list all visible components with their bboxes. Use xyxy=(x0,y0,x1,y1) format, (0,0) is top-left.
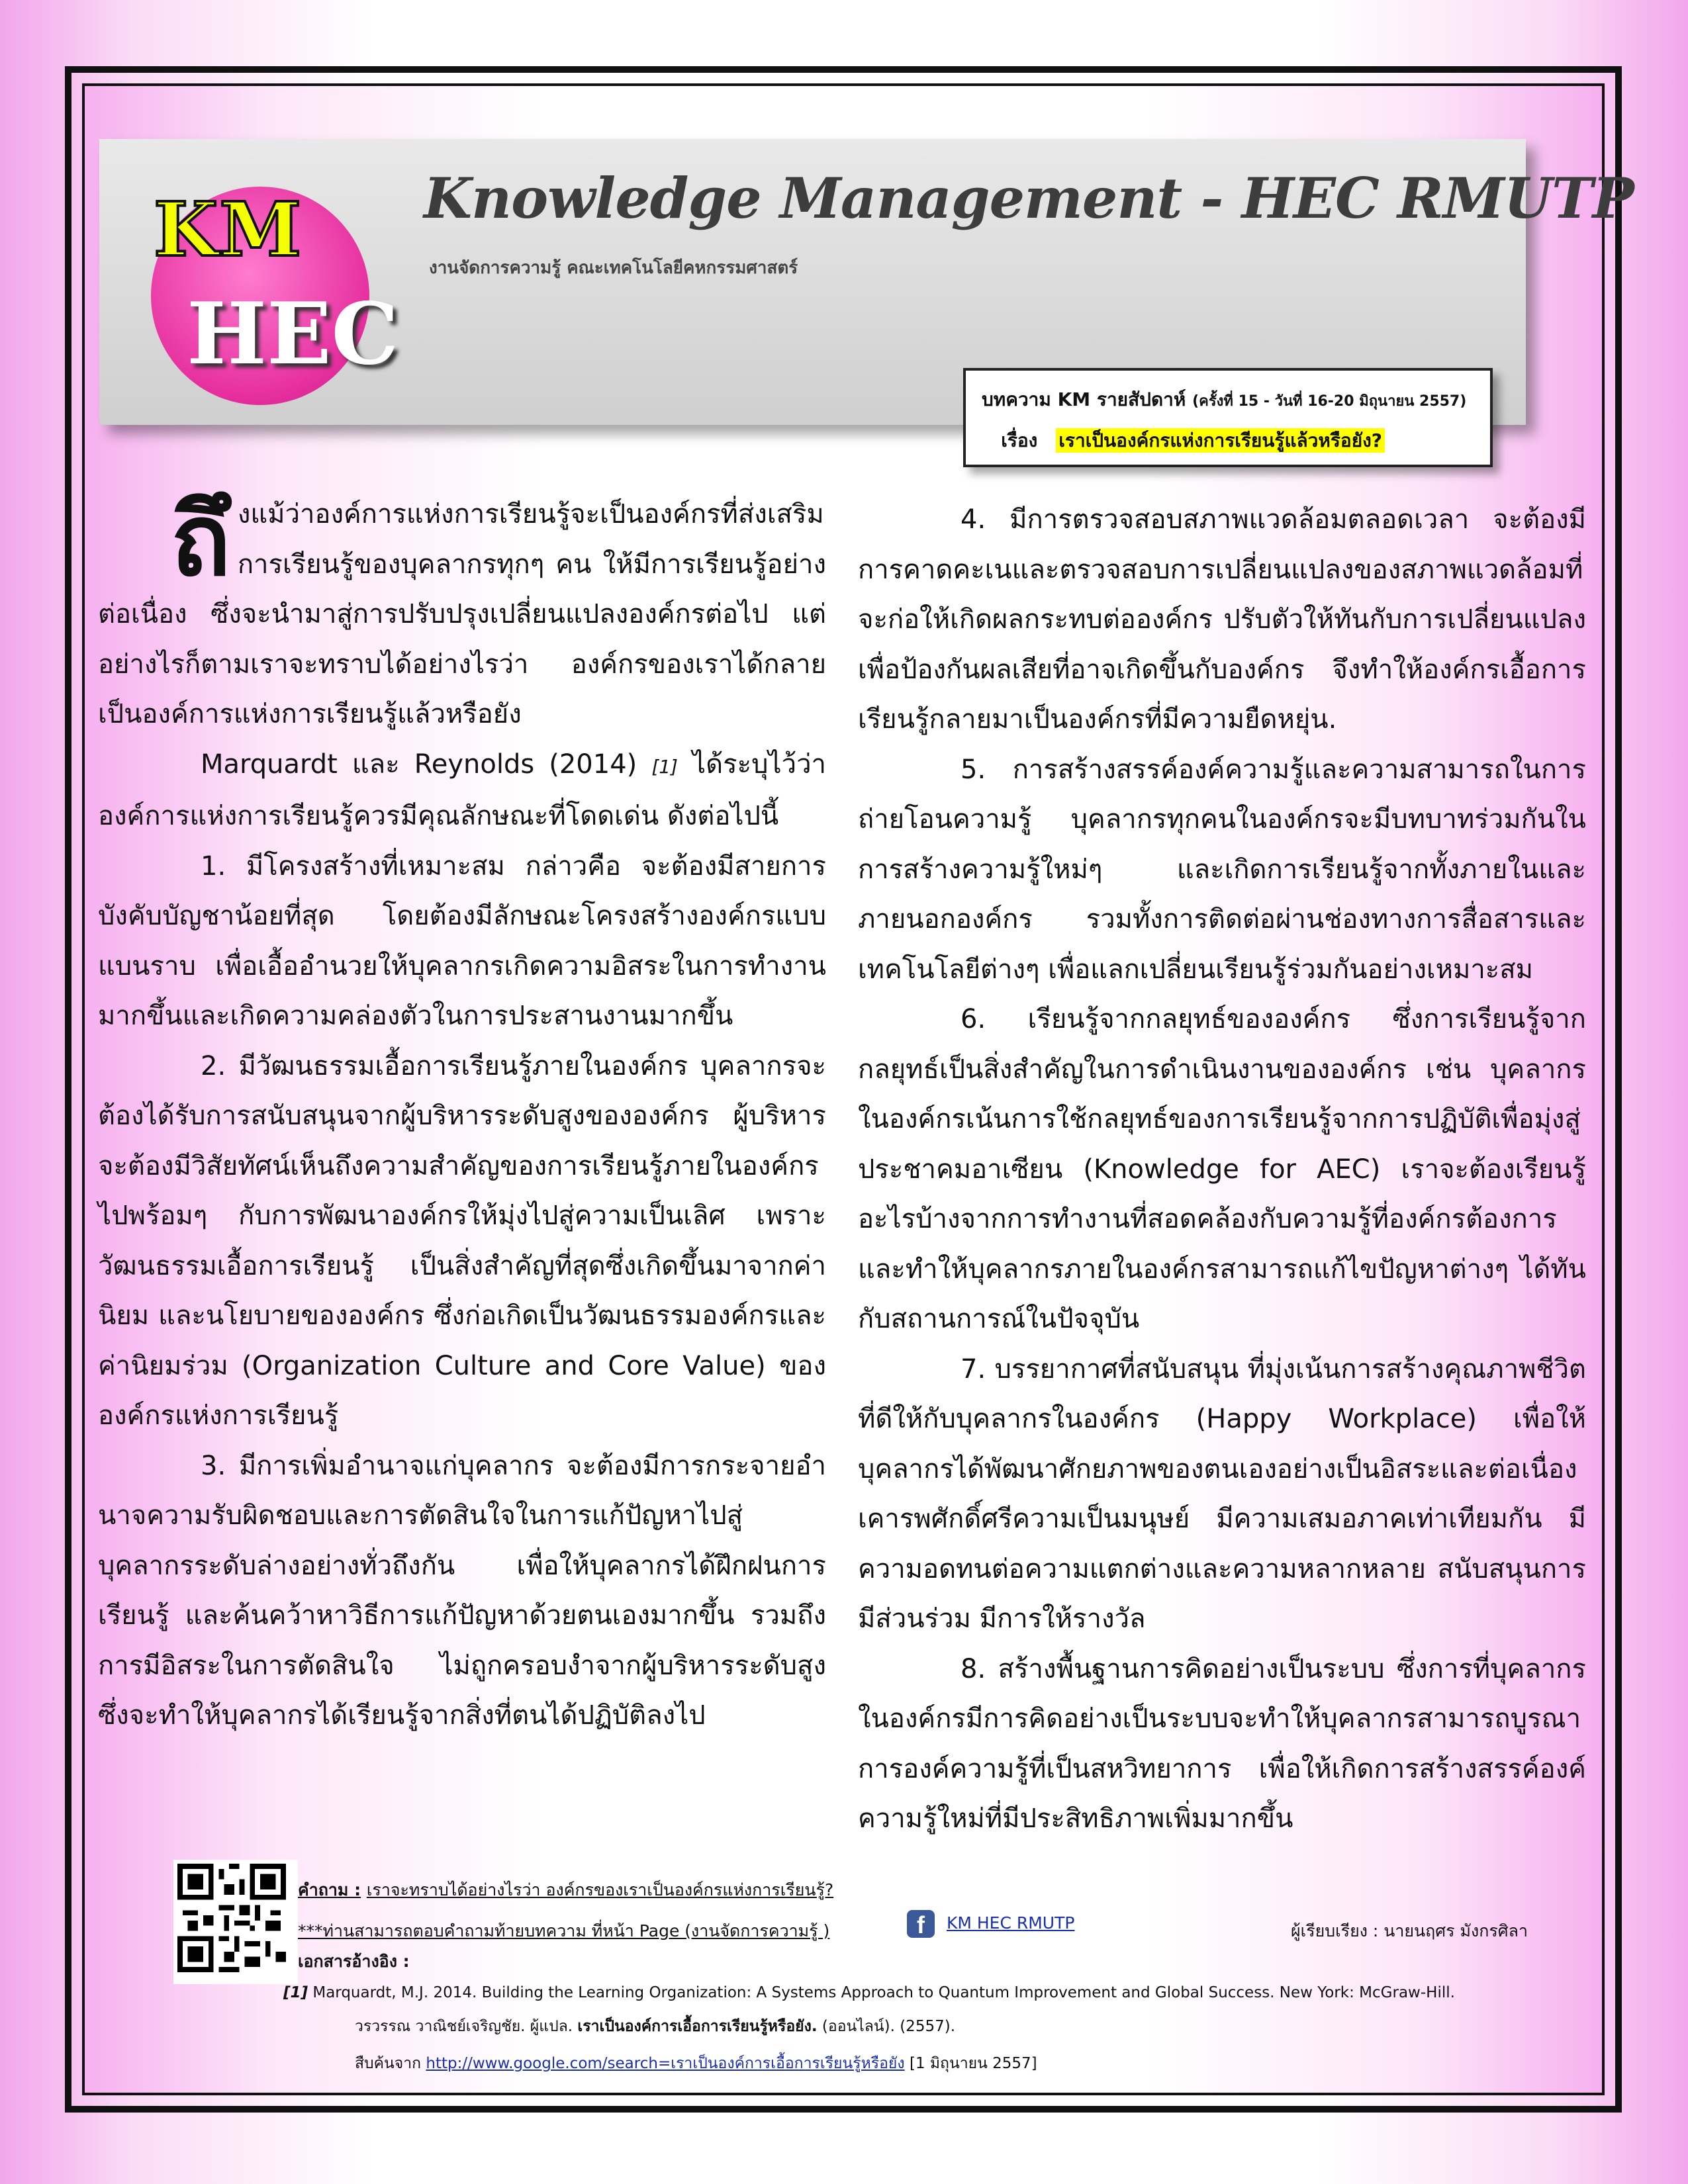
reference-3 xyxy=(355,2052,1037,2075)
fb-page-name[interactable]: KM HEC RMUTP xyxy=(946,1913,1075,1933)
facebook-icon[interactable]: f xyxy=(907,1910,935,1938)
item-4: 4. มีการตรวจสอบสภาพแวดล้อมตลอดเวลา จะต้องมีการคาดคะเนและตรวจสอบการเปลี่ยนแปลงของสภาพแวดล้อมที่จะก่อให้เกิดผลกระทบต่อองค์กร ปรับตัวให้ทันกับการเปลี่ยนแปลง เพื่อป้องกันผลเสียที่อาจเกิดขึ้นกับองค์กร จึงทำให้องค์กรเอื้อการเรียนรู้กลายมาเป็นองค์กรที่มีความยืดหยุ่น. xyxy=(858,504,1586,735)
question-line xyxy=(298,1877,833,1903)
paragraph-marquardt xyxy=(98,740,826,842)
question-label: คำถาม : xyxy=(298,1880,361,1899)
item-3: 3. มีการเพิ่มอำนาจแก่บุคลากร จะต้องมีการกระจายอำนาจความรับผิดชอบและการตัดสินใจในการแก้ปัญหาไปสู่บุคลากรระดับล่างอย่างทั่วถึงกัน เพื่อให้บุคลากรได้ฝึกฝนการเรียนรู้ และค้นคว้าหาวิธีการแก้ปัญหาด้วยตนเองมากขึ้น รวมถึงการมีอิสระในการตัดสินใจ ไม่ถูกครอบงำจากผู้บริหารระดับสูง ซึ่งจะทำให้บุคลากรได้เรียนรู้จากสิ่งที่ตนได้ปฏิบัติลงไป xyxy=(98,1450,826,1731)
banner-subtitle: งานจัดการความรู้ คณะเทคโนโลยีคหกรรมศาสตร์ xyxy=(429,258,798,278)
author: ผู้เรียบเรียง : นายนฤศร มังกรศิลา xyxy=(1291,1921,1528,1940)
ref2-a: วรวรรณ วาณิชย์เจริญชัย. ผู้แปล. xyxy=(355,2018,573,2035)
p2-text-b: ได้ระบุไว้ว่าองค์การแห่งการเรียนรู้ควรมีคุณลักษณะที่โดดเด่น ดังต่อไปนี้ xyxy=(98,749,826,831)
item-2: 2. มีวัฒนธรรมเอื้อการเรียนรู้ภายในองค์กร บุคลากรจะต้องได้รับการสนับสนุนจากผู้บริหารระดับสูงขององค์กร ผู้บริหารจะต้องมีวิสัยทัศน์เห็นถึงความสำคัญของการเรียนรู้ภายในองค์กรไปพร้อมๆ กับการพัฒนาองค์กรให้มุ่งไปสู่ความเป็นเลิศ เพราะวัฒนธรรมเอื้อการเรียนรู้ เป็นสิ่งสำคัญที่สุดซึ่งเกิดขึ้นมาจากค่านิยม และนโยบายขององค์กร ซึ่งก่อเกิดเป็นวัฒนธรรมองค์กรและค่านิยมร่วม (Organization Culture and Core Value) ขององค์กรแห่งการเรียนรู้ xyxy=(98,1050,826,1431)
topic-label: เรื่อง xyxy=(1001,430,1038,451)
item-6: 6. เรียนรู้จากกลยุทธ์ขององค์กร ซึ่งการเรียนรู้จากกลยุทธ์เป็นสิ่งสำคัญในการดำเนินงานขององค์กร เช่น บุคลากรในองค์กรเน้นการใช้กลยุทธ์ของการเรียนรู้จากการปฏิบัติเพื่อมุ่งสู่ประชาคมอาเซียน (Knowledge for AEC) เราจะต้องเรียนรู้อะไรบ้างจากการทำงานที่สอดคล้องกับความรู้ที่องค์กรต้องการ และทำให้บุคลากรภายในองค์กรสามารถแก้ไขปัญหาต่างๆ ได้ทันกับสถานการณ์ในปัจจุบัน xyxy=(858,1004,1586,1334)
reference-2 xyxy=(355,2015,955,2038)
article-info-box xyxy=(963,368,1493,467)
intro-text: งแม้ว่าองค์การแห่งการเรียนรู้จะเป็นองค์กรที่ส่งเสริมการเรียนรู้ของบุคลากรทุกๆ คน ให้มีการเรียนรู้อย่างต่อเนื่อง ซึ่งจะนำมาสู่การปรับปรุงเปลี่ยนแปลงองค์กรต่อไป แต่อย่างไรก็ตามเราจะทราบได้อย่างไรว่า องค์กรของเราได้กลายเป็นองค์การแห่งการเรียนรู้แล้วหรือยัง xyxy=(98,499,826,729)
dropcap: ถึ xyxy=(171,483,231,598)
item-1: 1. มีโครงสร้างที่เหมาะสม กล่าวคือ จะต้องมีสายการบังคับบัญชาน้อยที่สุด โดยต้องมีลักษณะโครงสร้างองค์กรแบบแบนราบ เพื่อเอื้ออำนวยให้บุคลากรเกิดความอิสระในการทำงานมากขึ้นและเกิดความคล่องตัวในการประสานงานมากขึ้น xyxy=(98,850,826,1031)
ref2-b: (ออนไลน์). (2557). xyxy=(821,2018,955,2035)
ref3-a: สืบค้นจาก xyxy=(355,2055,422,2072)
item-8: 8. สร้างพื้นฐานการคิดอย่างเป็นระบบ ซึ่งการที่บุคลากรในองค์กรมีการคิดอย่างเป็นระบบจะทำให้บุคลากรสามารถบูรณาการองค์ความรู้ที่เป็นสหวิทยาการ เพื่อให้เกิดการสร้างสรรค์องค์ความรู้ใหม่ที่มีประสิทธิภาพเพิ่มมากขึ้น xyxy=(858,1653,1586,1834)
banner-title: Knowledge Management - HEC RMUTP xyxy=(424,165,1634,231)
logo-km-text: KM xyxy=(154,187,303,273)
ref1-num: [1] xyxy=(283,1984,308,2001)
answer-note: ***ท่านสามารถตอบคำถามท้ายบทความ ที่หน้า Page (งานจัดการความรู้ ) xyxy=(298,1921,830,1940)
item-7: 7. บรรยากาศที่สนับสนุน ที่มุ่งเน้นการสร้างคุณภาพชีวิตที่ดีให้กับบุคลากรในองค์กร (Happy Workplace) เพื่อให้บุคลากรได้พัฒนาศักยภาพของตนเองอย่างเป็นอิสระและต่อเนื่อง เคารพศักดิ์ศรีความเป็นมนุษย์ มีความเสมอภาคเท่าเทียมกัน มีความอดทนต่อความแตกต่างและความหลากหลาย สนับสนุนการมีส่วนร่วม มีการให้รางวัล xyxy=(858,1353,1586,1634)
ref3-link[interactable]: http://www.google.com/search=เราเป็นองค์การเอื้อการเรียนรู้หรือยัง xyxy=(426,2055,905,2072)
ref2-title: เราเป็นองค์การเอื้อการเรียนรู้หรือยัง. xyxy=(577,2018,818,2035)
article-label: บทความ KM รายสัปดาห์ xyxy=(982,388,1186,410)
logo-hec-text: HEC xyxy=(187,285,399,384)
fb-link[interactable] xyxy=(907,1910,1074,1938)
question-text: เราจะทราบได้อย่างไรว่า องค์กรของเราเป็นองค์กรแห่งการเรียนรู้? xyxy=(366,1880,834,1899)
ref3-date: [1 มิถุนายน 2557] xyxy=(909,2055,1037,2072)
article-topic: เราเป็นองค์กรแห่งการเรียนรู้แล้วหรือยัง? xyxy=(1056,428,1385,453)
right-column xyxy=(858,495,1586,1844)
p2-ref: [1] xyxy=(651,755,678,778)
reference-1 xyxy=(283,1984,1455,2001)
item-5: 5. การสร้างสรรค์องค์ความรู้และความสามารถในการถ่ายโอนความรู้ บุคลากรทุกคนในองค์กรจะมีบทบาทร่วมกันในการสร้างความรู้ใหม่ๆ และเกิดการเรียนรู้จากทั้งภายในและภายนอกองค์กร รวมทั้งการติดต่อผ่านช่องทางการสื่อสารและเทคโนโลยีต่างๆ เพื่อแลกเปลี่ยนเรียนรู้ร่วมกันอย่างเหมาะสม xyxy=(858,754,1586,985)
intro-paragraph xyxy=(98,483,826,740)
article-issue: (ครั้งที่ 15 - วันที่ 16-20 มิถุนายน 2557) xyxy=(1192,393,1467,410)
left-column xyxy=(98,483,826,1741)
p2-text-a: Marquardt และ Reynolds (2014) xyxy=(201,749,637,780)
qr-code[interactable] xyxy=(173,1860,298,1984)
refs-label: เอกสารอ้างอิง : xyxy=(298,1952,410,1971)
ref1-text: Marquardt, M.J. 2014. Building the Learning Organization: A Systems Approach to Quantum Improvement and Global Success. New York: McGraw-Hill. xyxy=(312,1984,1455,2001)
